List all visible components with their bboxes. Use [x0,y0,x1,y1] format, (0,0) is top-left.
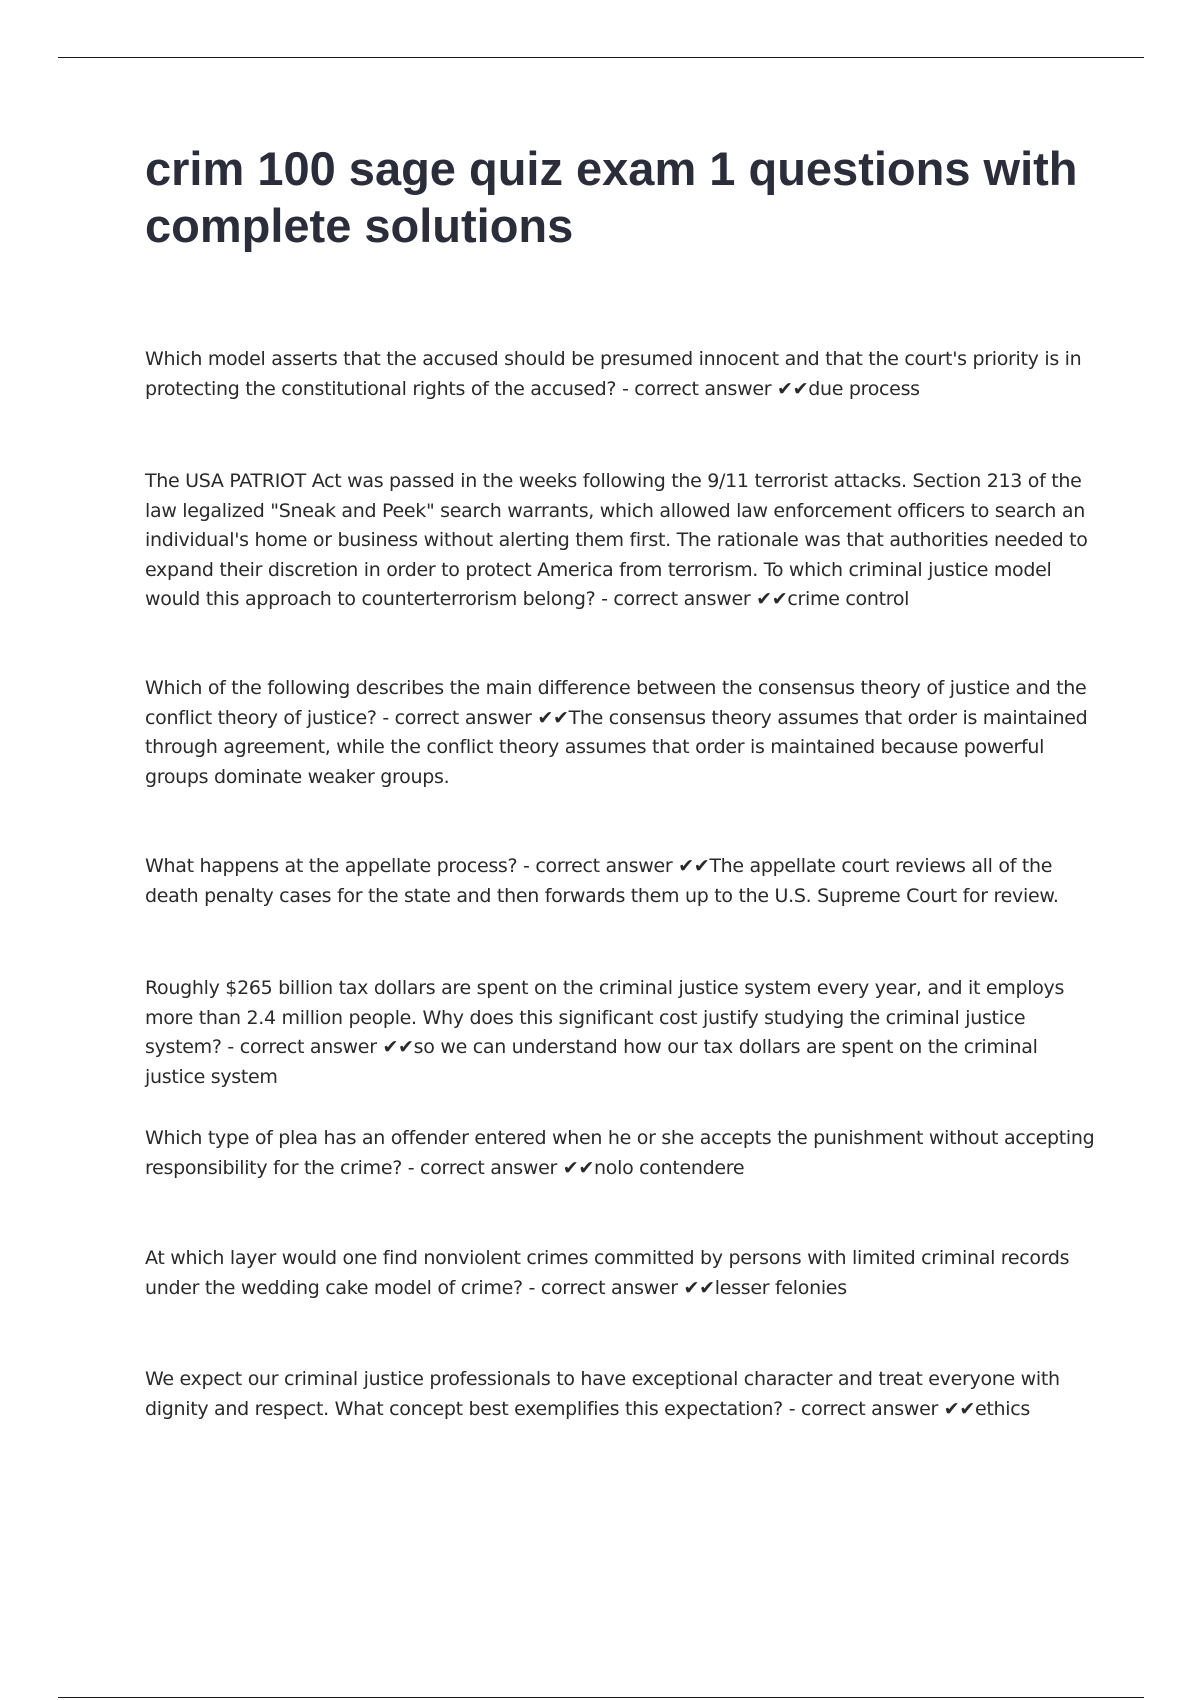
qa-item-1: Which model asserts that the accused should be presumed innocent and that the court's priority is in protecting the constitutional rights of the accused? - correct answer ✔✔due process [145,348,1082,400]
document-title: crim 100 sage quiz exam 1 questions with complete solutions [145,142,1078,252]
qa-item-2: The USA PATRIOT Act was passed in the weeks following the 9/11 terrorist attacks. Section 213 of the law legalized "Sneak and Peek" search warrants, which allowed law enforcement officers to search an individual's home or business without alerting them first. The rationale was that authorities needed to expand their discretion in order to protect America from terrorism. To which criminal justice model would this approach to counterterrorism belong? - correct answer ✔✔crime control [145,470,1088,610]
qa-item-7: At which layer would one find nonviolent crimes committed by persons with limited criminal records under the wedding cake model of crime? - correct answer ✔✔lesser felonies [145,1247,1070,1299]
qa-item-4: What happens at the appellate process? - correct answer ✔✔The appellate court reviews all of the death penalty cases for the state and then forwards them up to the U.S. Supreme Court for review. [145,855,1059,907]
qa-item-6: Which type of plea has an offender entered when he or she accepts the punishment without accepting responsibility for the crime? - correct answer ✔✔nolo contendere [145,1127,1095,1179]
qa-item-3: Which of the following describes the main difference between the consensus theory of justice and the conflict theory of justice? - correct answer ✔✔The consensus theory assumes that order is maintained through agreement, while the conflict theory assumes that order is maintained because powerful groups dominate weaker groups. [145,677,1088,788]
qa-item-8: We expect our criminal justice professionals to have exceptional character and treat everyone with dignity and respect. What concept best exemplifies this expectation? - correct answer ✔✔ethics [145,1368,1060,1420]
bottom-rule [58,1697,1144,1698]
top-rule [58,57,1144,58]
qa-item-5: Roughly $265 billion tax dollars are spent on the criminal justice system every year, and it employs more than 2.4 million people. Why does this significant cost justify studying the criminal justice system? - correct answer ✔✔so we can understand how our tax dollars are spent on the criminal justice system [145,977,1065,1088]
